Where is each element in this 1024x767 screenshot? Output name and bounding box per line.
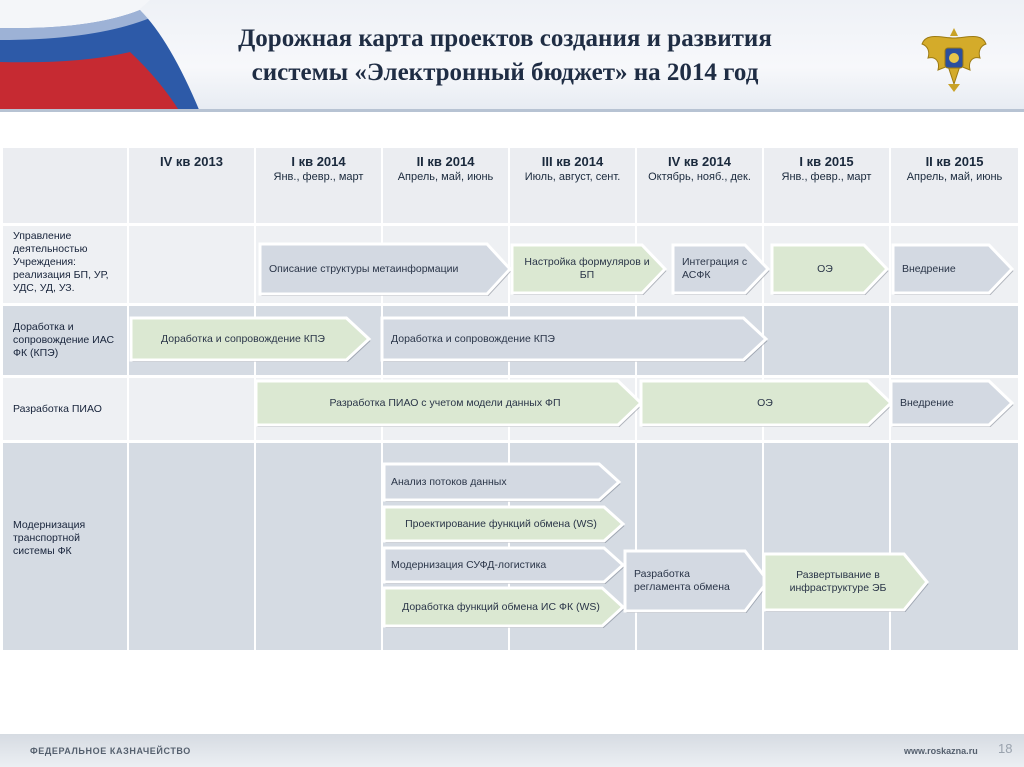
task-arrow: Внедрение (888, 378, 1014, 428)
row-label: Разработка ПИАО (13, 403, 102, 415)
quarter-header: IV кв 2013 (160, 154, 223, 169)
treasury-emblem-icon (918, 22, 990, 96)
row-label: Управление деятельностью Учреждения: реализация БП, УР, УДС, УД, УЗ. (13, 230, 109, 294)
page-number: 18 (998, 741, 1013, 756)
quarter-header: I кв 2015 Янв., февр., март (781, 154, 872, 183)
footer-url[interactable]: www.roskazna.ru (904, 746, 978, 756)
roadmap-grid (3, 148, 1018, 650)
task-arrow: Проектирование функций обмена (WS) (381, 504, 625, 544)
footer-org: ФЕДЕРАЛЬНОЕ КАЗНАЧЕЙСТВО (30, 746, 191, 756)
task-arrow: Разработка регламента обмена (622, 548, 770, 614)
slide-header (0, 0, 1024, 112)
task-arrow: ОЭ (638, 378, 893, 428)
task-arrow: ОЭ (769, 242, 889, 296)
task-arrow: Анализ потоков данных (381, 461, 621, 503)
row-label: Доработка и сопровождение ИАС ФК (КПЭ) (13, 321, 115, 359)
quarter-header: III кв 2014 Июль, август, сент. (524, 154, 621, 183)
row-label: Модернизация транспортной системы ФК (13, 519, 86, 557)
quarter-header: II кв 2015 Апрель, май, июнь (906, 154, 1003, 183)
quarter-header: IV кв 2014 Октябрь, нояб., дек. (648, 154, 751, 183)
task-arrow: Доработка и сопровождение КПЭ (128, 315, 371, 363)
page-title: Дорожная карта проектов создания и развития системы «Электронный бюджет» на 2014 год (238, 25, 772, 86)
task-arrow: Интеграция с АСФК (670, 242, 770, 296)
task-arrow: Описание структуры метаинформации (257, 241, 512, 297)
task-arrow: Доработка функций обмена ИС ФК (WS) (381, 585, 625, 629)
task-arrow: Доработка и сопровождение КПЭ (379, 315, 768, 363)
quarter-header: II кв 2014 Апрель, май, июнь (397, 154, 494, 183)
task-arrow: Развертывание в инфраструктуре ЭБ (761, 551, 929, 613)
quarter-header: I кв 2014 Янв., февр., март (273, 154, 364, 183)
header-divider (0, 109, 1024, 112)
task-arrow: Модернизация СУФД-логистика (381, 545, 625, 585)
task-arrow: Внедрение (890, 242, 1014, 296)
slide-footer (0, 734, 1024, 767)
task-arrow: Разработка ПИАО с учетом модели данных ФП (253, 378, 643, 428)
task-arrow: Настройка формуляров и БП (509, 242, 667, 296)
